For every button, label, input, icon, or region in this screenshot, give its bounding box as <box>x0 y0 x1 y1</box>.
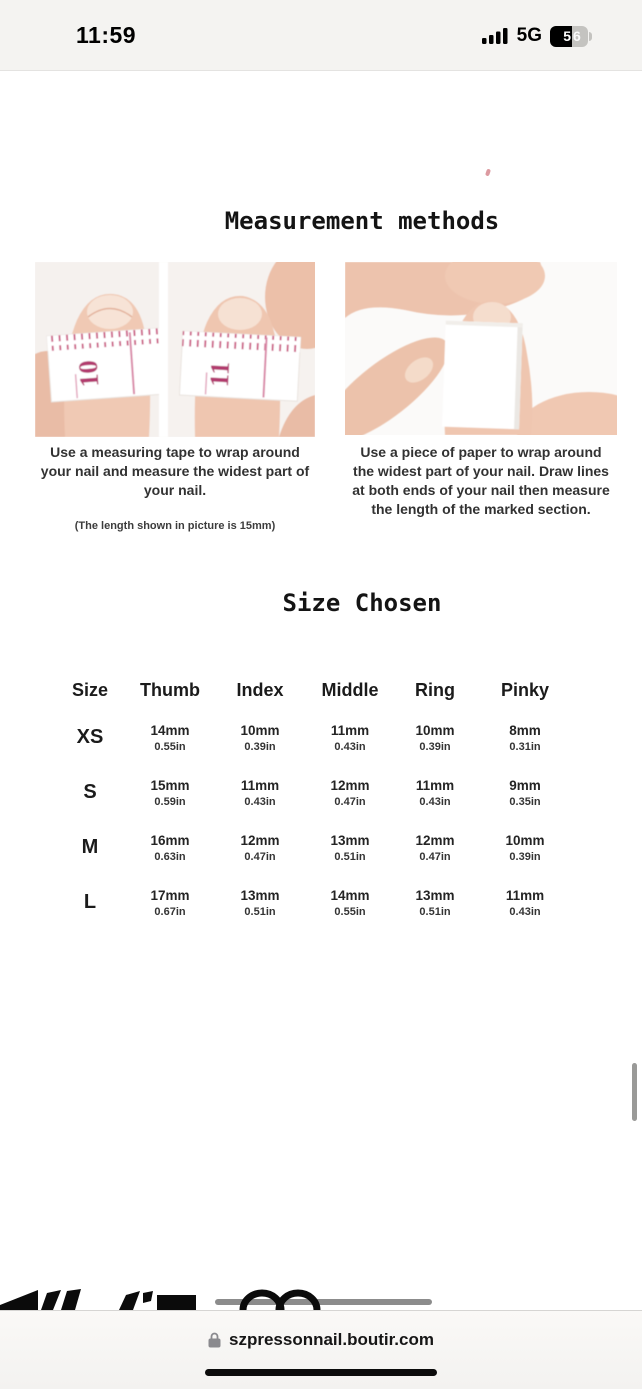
clock: 11:59 <box>76 22 137 48</box>
image-artifact-speck <box>485 169 491 177</box>
tape-number-11: 11 <box>203 360 236 388</box>
cut-off-logo-glyphs <box>0 1286 642 1310</box>
status-icons <box>482 24 592 48</box>
battery-icon <box>550 26 588 47</box>
cellular-signal-icon <box>482 27 509 45</box>
size-table-header <box>55 676 575 704</box>
safari-bottom-bar <box>0 1310 642 1389</box>
cell-xs-ring: 10mm 0.39in <box>415 722 455 753</box>
paper-method-caption: Use a piece of paper to wrap around the widest part of your nail. Draw lines at both ends of your nail then measure the length of the marked section. <box>352 444 610 517</box>
size-chosen-title: Size Chosen <box>282 589 442 617</box>
cell-l-thumb: 17mm 0.67in <box>150 887 190 918</box>
tape-method-note: (The length shown in picture is 15mm) <box>74 520 276 532</box>
size-label: M <box>81 836 99 858</box>
cell-m-index: 12mm 0.47in <box>240 832 280 863</box>
cell-m-middle: 13mm 0.51in <box>330 832 370 863</box>
col-header-ring: Ring <box>415 679 455 700</box>
home-indicator[interactable] <box>205 1369 437 1376</box>
cell-s-thumb: 15mm 0.59in <box>150 777 190 808</box>
url-label: szpressonnail.boutir.com <box>229 1330 434 1349</box>
cell-m-pinky: 10mm 0.39in <box>505 832 545 863</box>
table-row-xs <box>55 710 575 765</box>
col-header-thumb: Thumb <box>140 679 200 700</box>
page-scrollbar-thumb[interactable] <box>632 1063 637 1121</box>
cell-m-thumb: 16mm 0.63in <box>150 832 190 863</box>
measuring-tape-photo <box>35 262 315 437</box>
cell-s-middle: 12mm 0.47in <box>330 777 370 808</box>
tape-number-10: 10 <box>72 359 105 389</box>
cell-l-pinky: 11mm 0.43in <box>505 887 545 918</box>
cell-xs-pinky: 8mm 0.31in <box>509 722 541 753</box>
table-row-m <box>55 820 575 875</box>
address-bar[interactable] <box>0 1330 642 1350</box>
col-header-index: Index <box>236 679 284 700</box>
cell-xs-middle: 11mm 0.43in <box>330 722 370 753</box>
tape-method-caption: Use a measuring tape to wrap around your nail and measure the widest part of your nail. <box>40 444 310 498</box>
cell-s-pinky: 9mm 0.35in <box>509 777 541 808</box>
lock-icon <box>208 1332 221 1348</box>
battery-cap <box>589 32 592 41</box>
cell-m-ring: 12mm 0.47in <box>415 832 455 863</box>
battery-indicator <box>550 26 592 47</box>
cell-l-index: 13mm 0.51in <box>240 887 280 918</box>
network-type-label: 5G <box>516 25 542 46</box>
size-label: XS <box>76 726 104 748</box>
paper-wrap-photo <box>345 262 617 435</box>
table-row-l <box>55 875 575 930</box>
col-header-pinky: Pinky <box>500 679 550 700</box>
col-header-size: Size <box>71 679 109 700</box>
measurement-methods-title: Measurement methods <box>224 207 500 235</box>
cell-xs-index: 10mm 0.39in <box>240 722 280 753</box>
cell-xs-thumb: 14mm 0.55in <box>150 722 190 753</box>
table-row-s <box>55 765 575 820</box>
size-label: L <box>83 891 97 913</box>
cell-l-ring: 13mm 0.51in <box>415 887 455 918</box>
size-label: S <box>83 781 97 803</box>
battery-percent-digit-right: 6 <box>572 26 588 47</box>
cell-s-index: 11mm 0.43in <box>240 777 280 808</box>
cell-s-ring: 11mm 0.43in <box>415 777 455 808</box>
col-header-middle: Middle <box>321 679 379 700</box>
battery-percent-digit-left: 5 <box>550 26 572 47</box>
cell-l-middle: 14mm 0.55in <box>330 887 370 918</box>
size-chart-table <box>55 676 575 930</box>
status-bar <box>0 0 642 71</box>
